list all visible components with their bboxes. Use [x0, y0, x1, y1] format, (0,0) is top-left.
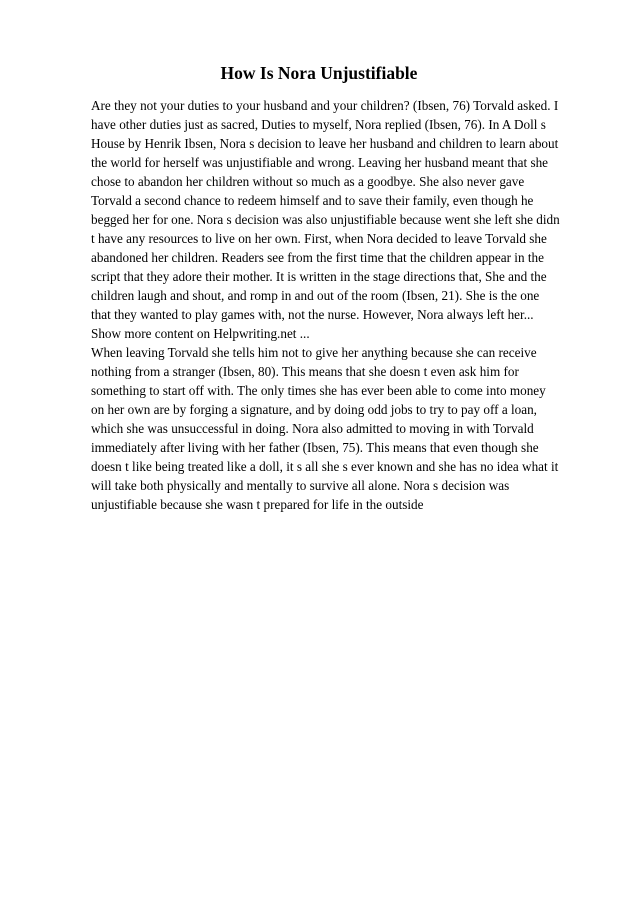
document-body [91, 96, 561, 514]
paragraph-1: Are they not your duties to your husband and your children? (Ibsen, 76) Torvald asked. I have other duties just as sacred, Duties to myself, Nora replied (Ibsen, 76). In A Doll s House by Henrik Ibsen, Nora s decision to leave her husband and children to learn about the world for herself was unjustifiable and wrong. Leaving her husband meant that she chose to abandon her children without so much as a goodbye. She also never gave Torvald a second chance to redeem himself and to save their family, even though he begged her for one. Nora s decision was also unjustifiable because went she left she didn t have any resources to live on her own. First, when Nora decided to leave Torvald she abandoned her children. Readers see from the first time that the children appear in the script that they adore their mother. It is written in the stage directions that, She and the children laugh and shout, and romp in and out of the room (Ibsen, 21). She is the one that they wanted to play games with, not the nurse. However, Nora always left her... Show more content on Helpwriting.net ... [91, 98, 560, 341]
document-title: How Is Nora Unjustifiable [220, 63, 418, 83]
paragraph-2: When leaving Torvald she tells him not to give her anything because she can receive nothing from a stranger (Ibsen, 80). This means that she doesn t even ask him for something to start off with. The only times she has ever been able to come into money on her own are by forging a signature, and by doing odd jobs to try to pay off a loan, which she was unsuccessful in doing. Nora also admitted to moving in with Torvald immediately after living with her father (Ibsen, 75). This means that even though she doesn t like being treated like a doll, it s all she s ever known and she has no idea what it will take both physically and mentally to survive all alone. Nora s decision was unjustifiable because she wasn t prepared for life in the outside [91, 345, 559, 512]
